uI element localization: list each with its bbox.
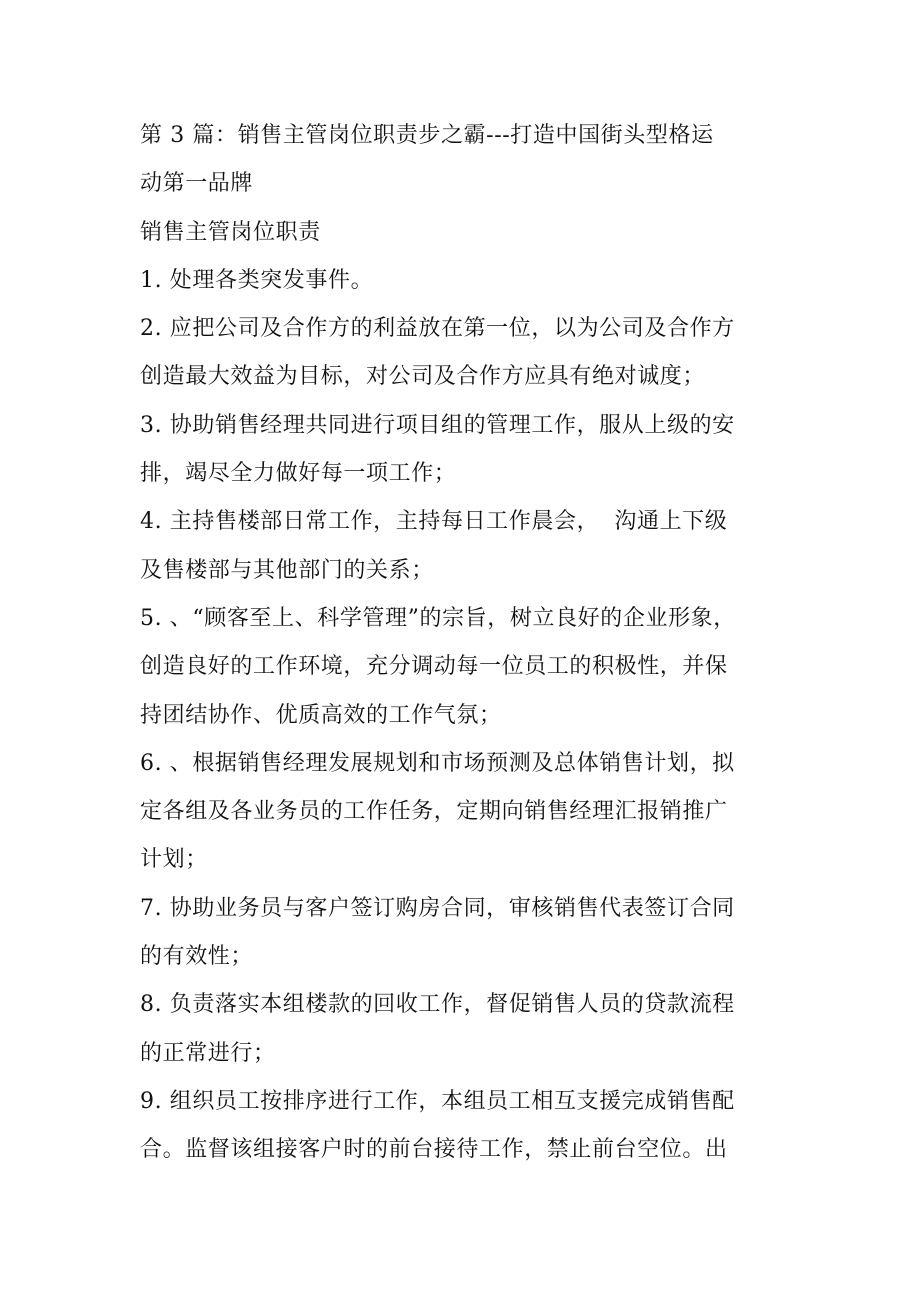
duty-item-7-line-2: 的有效性； — [140, 944, 254, 970]
duty-item-3-line-1: 3. 协助销售经理共同进行项目组的管理工作，服从上级的安 — [140, 412, 735, 438]
duty-item-8-line-1: 8. 负责落实本组楼款的回收工作，督促销售人员的贷款流程 — [140, 992, 735, 1018]
duty-item-3-line-2: 排，竭尽全力做好每一项工作； — [140, 461, 457, 487]
duty-item-5-line-2: 创造良好的工作环境，充分调动每一位员工的积极性，并保 — [140, 654, 728, 680]
duty-item-6-line-1: 6. 、根据销售经理发展规划和市场预测及总体销售计划，拟 — [140, 750, 735, 776]
duty-item-4-line-1: 4. 主持售楼部日常工作，主持每日工作晨会， 沟通上下级 — [140, 509, 728, 535]
duty-item-2-line-1: 2. 应把公司及合作方的利益放在第一位，以为公司及合作方 — [140, 316, 735, 342]
duty-item-5-line-3: 持团结协作、优质高效的工作气氛； — [140, 702, 502, 728]
duty-item-2-line-2: 创造最大效益为目标，对公司及合作方应具有绝对诚度； — [140, 364, 706, 390]
document-title-line-1: 第 3 篇：销售主管岗位职责步之霸---打造中国街头型格运 — [140, 123, 714, 148]
section-heading: 销售主管岗位职责 — [140, 219, 321, 245]
duty-item-9-line-2: 合。监督该组接客户时的前台接待工作，禁止前台空位。出 — [140, 1137, 728, 1163]
duty-item-6-line-3: 计划； — [140, 847, 208, 873]
duty-item-5-line-1: 5. 、“顾客至上、科学管理”的宗旨，树立良好的企业形象， — [140, 605, 736, 631]
document-body — [140, 112, 790, 1175]
duty-item-6-line-2: 定各组及各业务员的工作任务，定期向销售经理汇报销推广 — [140, 799, 728, 825]
document-title-line-2: 动第一品牌 — [140, 171, 254, 197]
duty-item-9-line-1: 9. 组织员工按排序进行工作，本组员工相互支援完成销售配 — [140, 1088, 735, 1114]
duty-item-1: 1. 处理各类突发事件。 — [140, 267, 374, 293]
duty-item-4-line-2: 及售楼部与其他部门的关系； — [140, 557, 434, 583]
duty-item-8-line-2: 的正常进行； — [140, 1040, 276, 1066]
duty-item-7-line-1: 7. 协助业务员与客户签订购房合同，审核销售代表签订合同 — [140, 895, 735, 921]
